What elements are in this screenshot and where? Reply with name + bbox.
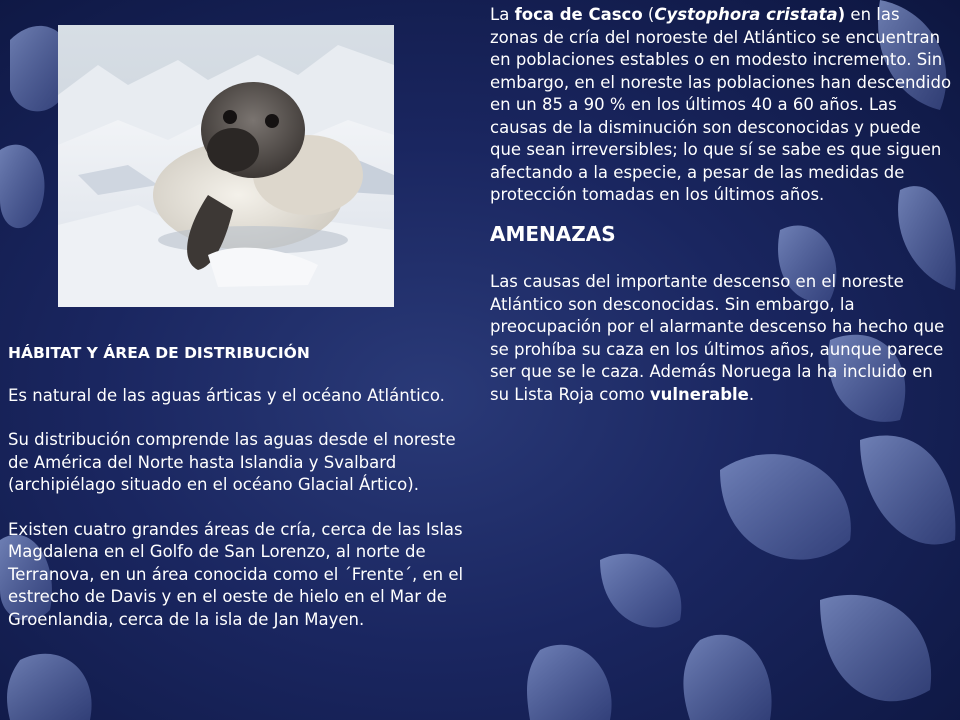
threats-paragraph	[490, 271, 952, 406]
intro-text-2: (	[642, 5, 655, 24]
habitat-heading: HÁBITAT Y ÁREA DE DISTRIBUCIÓN	[8, 344, 310, 362]
leaf-icon	[527, 436, 955, 720]
hooded-seal-photo	[58, 25, 394, 307]
habitat-paragraph-2: Su distribución comprende las aguas desde el noreste de América del Norte hasta Islandia y Svalbard (archipiélago situado en el océano Glacial Ártico).	[8, 430, 456, 494]
threats-text-2: .	[748, 384, 755, 404]
intro-text-4: en las zonas de cría del noroeste del Atlántico se encuentran en poblaciones estables o en modesto incremento. Sin embargo, en el noreste las poblaciones han descendido en un 85 a 90 % en los últimos 40 a 60 años. Las causas de la disminución son desconocidas y puede que sean irreversibles; lo que sí se sabe es que siguen afectando a la especie, a pesar de las medidas de protección tomadas en los últimos años.	[490, 5, 952, 204]
species-common-name: foca de Casco	[514, 5, 643, 24]
status-section	[490, 4, 952, 428]
habitat-paragraph-3: Existen cuatro grandes áreas de cría, cerca de las Islas Magdalena en el Golfo de San Lorenzo, al norte de Terranova, en un área conocida como el ´Frente´, en el estrecho de Davis y en el oeste de hielo en el Mar de Groenlandia, cerca de la isla de Jan Mayen.	[8, 519, 464, 629]
threats-heading: AMENAZAS	[490, 221, 616, 246]
species-scientific-name: Cystophora cristata	[654, 5, 838, 24]
status-paragraph	[490, 4, 952, 207]
habitat-paragraph-1: Es natural de las aguas árticas y el océano Atlántico.	[8, 385, 445, 405]
threat-status: vulnerable	[649, 384, 749, 404]
seal-photo	[58, 25, 394, 307]
intro-text-3: )	[837, 5, 846, 24]
threats-text-1: Las causas del importante descenso en el noreste Atlántico son desconocidas. Sin embargo, la preocupación por el alarmante descenso ha hecho que se prohíba su caza en los últimos años, aunque parece ser que se le caza. Además Noruega la ha incluido en su Lista Roja como	[490, 272, 945, 404]
intro-text-1: La	[490, 5, 515, 24]
habitat-section	[8, 342, 478, 653]
